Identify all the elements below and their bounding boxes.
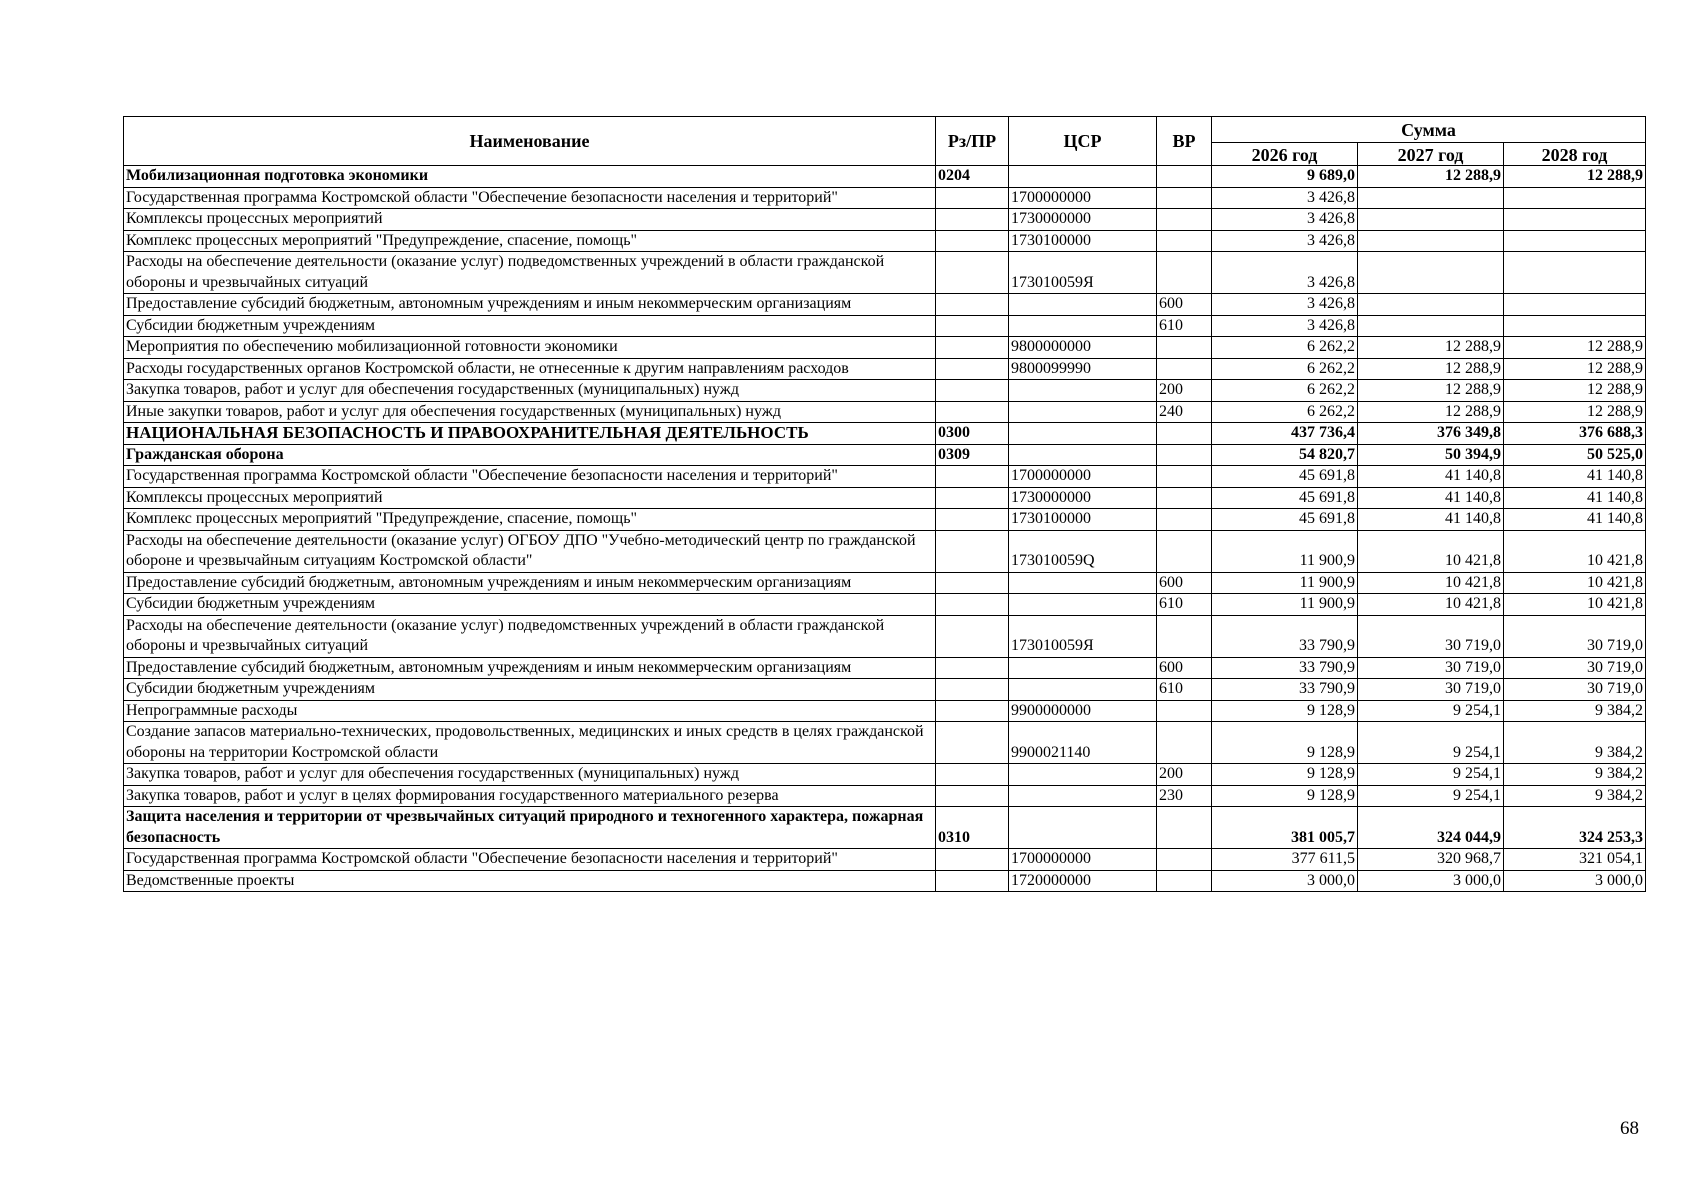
cell-value-2028: 12 288,9 [1504,358,1646,380]
cell-name: Закупка товаров, работ и услуг в целях формирования государственного материального резерва [124,785,936,807]
cell-value-2026: 33 790,9 [1212,657,1358,679]
cell-value-2026: 6 262,2 [1212,337,1358,359]
cell-name: Предоставление субсидий бюджетным, автономным учреждениям и иным некоммерческим организациям [124,294,936,316]
cell-rzpr [936,594,1009,616]
cell-value-2027: 10 421,8 [1358,530,1504,572]
cell-value-2027: 10 421,8 [1358,572,1504,594]
cell-value-2026: 3 426,8 [1212,230,1358,252]
cell-name: Предоставление субсидий бюджетным, автономным учреждениям и иным некоммерческим организациям [124,657,936,679]
cell-value-2027: 41 140,8 [1358,466,1504,488]
cell-csr [1009,679,1157,701]
cell-value-2028: 324 253,3 [1504,807,1646,849]
cell-csr: 9900021140 [1009,722,1157,764]
table-row [124,166,1646,188]
cell-rzpr [936,466,1009,488]
cell-value-2028 [1504,294,1646,316]
table-row [124,487,1646,509]
cell-rzpr [936,870,1009,892]
cell-name: Расходы на обеспечение деятельности (оказание услуг) ОГБОУ ДПО "Учебно-методический центр по гражданской обороне и чрезвычайным ситуациям Костромской области" [124,530,936,572]
cell-vr: 610 [1157,594,1212,616]
cell-csr: 9800099990 [1009,358,1157,380]
cell-csr: 1700000000 [1009,187,1157,209]
cell-value-2027: 41 140,8 [1358,487,1504,509]
cell-name: Субсидии бюджетным учреждениям [124,594,936,616]
cell-name: Субсидии бюджетным учреждениям [124,679,936,701]
cell-value-2026: 3 426,8 [1212,209,1358,231]
cell-value-2028: 9 384,2 [1504,722,1646,764]
cell-value-2026: 45 691,8 [1212,487,1358,509]
cell-csr [1009,315,1157,337]
cell-csr: 173010059Q [1009,530,1157,572]
cell-rzpr [936,530,1009,572]
cell-name: Субсидии бюджетным учреждениям [124,315,936,337]
cell-value-2028: 3 000,0 [1504,870,1646,892]
table-row [124,337,1646,359]
cell-value-2027: 12 288,9 [1358,337,1504,359]
table-row [124,423,1646,445]
cell-value-2027: 30 719,0 [1358,679,1504,701]
cell-vr [1157,807,1212,849]
cell-name: Комплексы процессных мероприятий [124,209,936,231]
cell-name: Ведомственные проекты [124,870,936,892]
cell-value-2028: 12 288,9 [1504,166,1646,188]
cell-vr [1157,487,1212,509]
header-year-2027: 2027 год [1358,143,1504,166]
header-name: Наименование [124,117,936,166]
cell-csr: 9800000000 [1009,337,1157,359]
cell-value-2027: 12 288,9 [1358,380,1504,402]
cell-vr: 600 [1157,572,1212,594]
table-row [124,252,1646,294]
cell-rzpr [936,764,1009,786]
cell-csr: 1730100000 [1009,509,1157,531]
cell-csr [1009,444,1157,466]
cell-vr [1157,252,1212,294]
table-row [124,657,1646,679]
cell-rzpr: 0204 [936,166,1009,188]
table-row [124,209,1646,231]
cell-csr: 1700000000 [1009,849,1157,871]
cell-rzpr [936,722,1009,764]
cell-vr [1157,166,1212,188]
cell-vr [1157,870,1212,892]
cell-value-2027: 9 254,1 [1358,785,1504,807]
cell-value-2028: 9 384,2 [1504,785,1646,807]
cell-vr [1157,337,1212,359]
cell-rzpr [936,230,1009,252]
page-number: 68 [1620,1118,1639,1139]
cell-csr [1009,657,1157,679]
cell-value-2026: 9 128,9 [1212,785,1358,807]
cell-vr [1157,209,1212,231]
cell-rzpr [936,315,1009,337]
cell-rzpr [936,209,1009,231]
cell-rzpr: 0300 [936,423,1009,445]
table-row [124,466,1646,488]
cell-name: НАЦИОНАЛЬНАЯ БЕЗОПАСНОСТЬ И ПРАВООХРАНИТЕЛЬНАЯ ДЕЯТЕЛЬНОСТЬ [124,423,936,445]
cell-rzpr [936,615,1009,657]
cell-rzpr [936,401,1009,423]
cell-vr [1157,187,1212,209]
cell-value-2027: 50 394,9 [1358,444,1504,466]
cell-value-2028: 30 719,0 [1504,615,1646,657]
cell-value-2026: 3 426,8 [1212,252,1358,294]
cell-name: Непрограммные расходы [124,700,936,722]
cell-value-2027: 324 044,9 [1358,807,1504,849]
cell-csr: 1730100000 [1009,230,1157,252]
table-body [124,166,1646,892]
cell-name: Расходы на обеспечение деятельности (оказание услуг) подведомственных учреждений в области гражданской обороны и чрезвычайных ситуаций [124,252,936,294]
cell-rzpr [936,187,1009,209]
cell-value-2026: 6 262,2 [1212,380,1358,402]
table-row [124,509,1646,531]
cell-value-2026: 33 790,9 [1212,615,1358,657]
cell-rzpr [936,252,1009,294]
table-row [124,764,1646,786]
header-vr: ВР [1157,117,1212,166]
cell-csr: 1720000000 [1009,870,1157,892]
cell-value-2028 [1504,252,1646,294]
cell-name: Комплекс процессных мероприятий "Предупреждение, спасение, помощь" [124,230,936,252]
cell-value-2026: 33 790,9 [1212,679,1358,701]
cell-vr [1157,509,1212,531]
cell-value-2026: 9 689,0 [1212,166,1358,188]
cell-vr [1157,466,1212,488]
cell-value-2028: 321 054,1 [1504,849,1646,871]
cell-rzpr [936,849,1009,871]
cell-csr: 173010059Я [1009,615,1157,657]
cell-value-2027: 30 719,0 [1358,657,1504,679]
cell-value-2028: 12 288,9 [1504,337,1646,359]
table-row [124,230,1646,252]
cell-value-2027 [1358,230,1504,252]
cell-value-2026: 11 900,9 [1212,594,1358,616]
cell-value-2027: 10 421,8 [1358,594,1504,616]
cell-csr [1009,380,1157,402]
table-row [124,315,1646,337]
cell-value-2027: 320 968,7 [1358,849,1504,871]
cell-vr [1157,700,1212,722]
cell-value-2026: 9 128,9 [1212,764,1358,786]
cell-csr: 1730000000 [1009,487,1157,509]
cell-value-2026: 11 900,9 [1212,572,1358,594]
cell-name: Расходы государственных органов Костромской области, не отнесенные к другим направлениям расходов [124,358,936,380]
cell-value-2028: 50 525,0 [1504,444,1646,466]
table-row [124,572,1646,594]
cell-value-2027: 9 254,1 [1358,722,1504,764]
cell-value-2027: 9 254,1 [1358,700,1504,722]
cell-name: Мероприятия по обеспечению мобилизационной готовности экономики [124,337,936,359]
cell-rzpr [936,487,1009,509]
cell-rzpr [936,337,1009,359]
cell-value-2028: 41 140,8 [1504,466,1646,488]
cell-csr: 173010059Я [1009,252,1157,294]
cell-value-2026: 381 005,7 [1212,807,1358,849]
cell-value-2027 [1358,209,1504,231]
cell-value-2028: 376 688,3 [1504,423,1646,445]
cell-value-2026: 6 262,2 [1212,401,1358,423]
table-row [124,615,1646,657]
cell-value-2026: 54 820,7 [1212,444,1358,466]
table-row [124,594,1646,616]
cell-vr [1157,423,1212,445]
table-row [124,358,1646,380]
cell-value-2026: 6 262,2 [1212,358,1358,380]
cell-name: Мобилизационная подготовка экономики [124,166,936,188]
cell-value-2026: 377 611,5 [1212,849,1358,871]
cell-csr [1009,401,1157,423]
cell-vr: 600 [1157,657,1212,679]
cell-value-2027 [1358,187,1504,209]
cell-value-2028: 30 719,0 [1504,679,1646,701]
cell-value-2028: 10 421,8 [1504,530,1646,572]
cell-value-2026: 11 900,9 [1212,530,1358,572]
cell-vr: 230 [1157,785,1212,807]
cell-rzpr [936,380,1009,402]
cell-vr: 200 [1157,764,1212,786]
cell-value-2028: 41 140,8 [1504,509,1646,531]
cell-value-2027: 12 288,9 [1358,401,1504,423]
cell-vr [1157,722,1212,764]
cell-value-2027: 12 288,9 [1358,166,1504,188]
table-row [124,849,1646,871]
cell-vr [1157,230,1212,252]
cell-value-2027 [1358,252,1504,294]
cell-csr [1009,764,1157,786]
cell-value-2026: 9 128,9 [1212,700,1358,722]
cell-value-2026: 3 426,8 [1212,187,1358,209]
cell-csr [1009,294,1157,316]
cell-value-2028: 30 719,0 [1504,657,1646,679]
table-row [124,722,1646,764]
header-year-2028: 2028 год [1504,143,1646,166]
cell-value-2027: 3 000,0 [1358,870,1504,892]
cell-value-2028: 12 288,9 [1504,380,1646,402]
cell-value-2028: 9 384,2 [1504,764,1646,786]
cell-name: Создание запасов материально-технических, продовольственных, медицинских и иных средств в целях гражданской обороны на территории Костромской области [124,722,936,764]
table-row [124,679,1646,701]
table-row [124,401,1646,423]
cell-csr [1009,166,1157,188]
cell-rzpr [936,294,1009,316]
cell-value-2026: 3 426,8 [1212,315,1358,337]
cell-vr [1157,358,1212,380]
header-sum: Сумма [1212,117,1646,143]
cell-rzpr: 0310 [936,807,1009,849]
cell-rzpr [936,509,1009,531]
cell-vr: 200 [1157,380,1212,402]
table-row [124,870,1646,892]
cell-value-2027: 9 254,1 [1358,764,1504,786]
cell-value-2027 [1358,315,1504,337]
cell-vr: 600 [1157,294,1212,316]
cell-vr: 240 [1157,401,1212,423]
cell-name: Закупка товаров, работ и услуг для обеспечения государственных (муниципальных) нужд [124,380,936,402]
cell-name: Комплекс процессных мероприятий "Предупреждение, спасение, помощь" [124,509,936,531]
cell-csr [1009,572,1157,594]
cell-name: Предоставление субсидий бюджетным, автономным учреждениям и иным некоммерческим организациям [124,572,936,594]
cell-vr [1157,615,1212,657]
cell-name: Комплексы процессных мероприятий [124,487,936,509]
cell-name: Расходы на обеспечение деятельности (оказание услуг) подведомственных учреждений в области гражданской обороны и чрезвычайных ситуаций [124,615,936,657]
table-row [124,187,1646,209]
cell-value-2028: 10 421,8 [1504,594,1646,616]
cell-csr [1009,785,1157,807]
budget-table [123,116,1646,892]
cell-rzpr [936,700,1009,722]
table-row [124,380,1646,402]
cell-name: Закупка товаров, работ и услуг для обеспечения государственных (муниципальных) нужд [124,764,936,786]
cell-value-2028: 9 384,2 [1504,700,1646,722]
cell-value-2028 [1504,209,1646,231]
cell-value-2026: 437 736,4 [1212,423,1358,445]
table-row [124,444,1646,466]
cell-rzpr: 0309 [936,444,1009,466]
header-rzpr: Рз/ПР [936,117,1009,166]
cell-value-2027: 30 719,0 [1358,615,1504,657]
cell-csr: 1730000000 [1009,209,1157,231]
cell-value-2028: 12 288,9 [1504,401,1646,423]
cell-rzpr [936,679,1009,701]
cell-name: Гражданская оборона [124,444,936,466]
cell-value-2028: 10 421,8 [1504,572,1646,594]
cell-value-2026: 3 426,8 [1212,294,1358,316]
table-row [124,807,1646,849]
table-row [124,785,1646,807]
cell-rzpr [936,657,1009,679]
cell-rzpr [936,572,1009,594]
cell-value-2028 [1504,230,1646,252]
cell-value-2028 [1504,315,1646,337]
cell-name: Защита населения и территории от чрезвычайных ситуаций природного и техногенного характера, пожарная безопасность [124,807,936,849]
cell-vr: 610 [1157,315,1212,337]
cell-csr [1009,807,1157,849]
cell-value-2028 [1504,187,1646,209]
cell-value-2026: 9 128,9 [1212,722,1358,764]
header-csr: ЦСР [1009,117,1157,166]
cell-csr: 9900000000 [1009,700,1157,722]
cell-csr [1009,594,1157,616]
cell-rzpr [936,358,1009,380]
cell-value-2027 [1358,294,1504,316]
cell-value-2028: 41 140,8 [1504,487,1646,509]
table-row [124,530,1646,572]
cell-name: Государственная программа Костромской области "Обеспечение безопасности населения и территорий" [124,466,936,488]
cell-name: Государственная программа Костромской области "Обеспечение безопасности населения и территорий" [124,849,936,871]
table-row [124,700,1646,722]
cell-vr [1157,530,1212,572]
cell-csr: 1700000000 [1009,466,1157,488]
cell-name: Государственная программа Костромской области "Обеспечение безопасности населения и территорий" [124,187,936,209]
cell-value-2027: 376 349,8 [1358,423,1504,445]
cell-value-2027: 12 288,9 [1358,358,1504,380]
cell-csr [1009,423,1157,445]
table-row [124,294,1646,316]
cell-value-2027: 41 140,8 [1358,509,1504,531]
cell-value-2026: 45 691,8 [1212,509,1358,531]
cell-rzpr [936,785,1009,807]
cell-value-2026: 45 691,8 [1212,466,1358,488]
header-year-2026: 2026 год [1212,143,1358,166]
cell-vr [1157,444,1212,466]
cell-vr [1157,849,1212,871]
cell-name: Иные закупки товаров, работ и услуг для обеспечения государственных (муниципальных) нужд [124,401,936,423]
cell-vr: 610 [1157,679,1212,701]
cell-value-2026: 3 000,0 [1212,870,1358,892]
